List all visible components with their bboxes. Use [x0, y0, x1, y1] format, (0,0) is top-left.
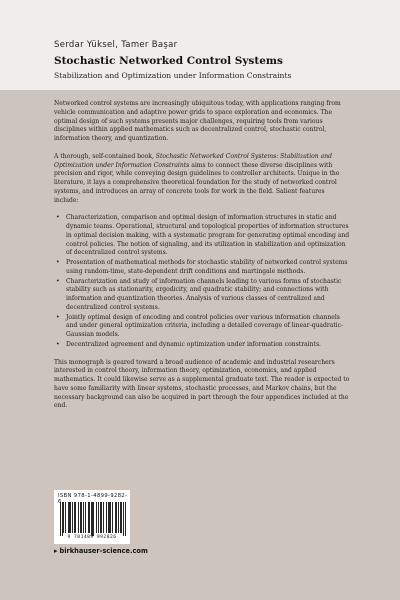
arrow-icon: ▸ — [54, 547, 58, 555]
feature-item: • Jointly optimal design of encoding and control policies over various information channels and under general optimization criteria, including a detailed coverage of linear-quadratic-Gaussian models. — [66, 314, 350, 340]
barcode-bar — [88, 502, 89, 533]
barcode-bar — [108, 502, 109, 533]
barcode-bar — [68, 502, 69, 533]
barcode-bar — [116, 502, 117, 533]
barcode-bar — [74, 502, 75, 533]
barcode-bar — [65, 502, 66, 533]
barcode-bar — [96, 502, 97, 533]
authors: Serdar Yüksel, Tamer Başar — [54, 40, 178, 50]
barcode-bar — [69, 502, 70, 533]
feature-item: • Characterization, comparison and optimal design of information structures in static and dynamic teams. Operational, structural and topological properties of information structures in optimal decision making, with a systematic program for generating optimal encoding and control policies. The notion of signaling, and its utilization in stabilization and optimization of decentralized control systems. — [66, 214, 350, 258]
barcode-bars — [60, 502, 126, 536]
publisher-url[interactable] — [54, 547, 148, 555]
feature-item: • Decentralized agreement and dynamic optimization under information constraints. — [66, 341, 350, 350]
barcode-bar — [118, 502, 119, 533]
summary-book-title: Stochastic Networked Control Systems: Stabilization and Optimization under Information Constraints — [54, 152, 332, 169]
paragraph-intro: Networked control systems are increasingly ubiquitous today, with applications ranging from vehicle communication and adaptive power grids to space exploration and economics. The optimal design of such systems presents major challenges, requiring tools from various disciplines within applied mathematics such as decentralized control, stochastic control, information theory, and quantization. — [54, 100, 341, 142]
barcode-bar — [81, 502, 82, 533]
barcode-bar — [72, 502, 73, 533]
barcode-bar — [121, 502, 122, 533]
isbn-label: ISBN 978-1-4899-9282-6 — [58, 493, 128, 505]
barcode-bar — [91, 502, 92, 536]
feature-item: • Presentation of mathematical methods for stochastic stability of networked control systems using random-time, state-dependent drift conditions and martingale methods. — [66, 259, 350, 277]
paragraph-summary — [54, 153, 350, 206]
barcode-bar — [93, 502, 94, 536]
barcode-bar — [80, 502, 81, 533]
barcode-bar — [98, 502, 99, 533]
book-subtitle: Stabilization and Optimization under Information Constraints — [54, 71, 292, 80]
barcode-bar — [101, 502, 102, 533]
barcode-bar — [106, 502, 107, 533]
book-title: Stochastic Networked Control Systems — [54, 55, 283, 67]
barcode-bar — [62, 502, 63, 536]
barcode-bar — [112, 502, 113, 533]
barcode-bar — [63, 502, 64, 533]
barcode-digits: 9 781489 992826 — [67, 535, 117, 540]
description — [54, 100, 350, 420]
barcode-bar — [103, 502, 104, 533]
barcode-bar — [125, 502, 126, 536]
barcode-bar — [110, 502, 111, 533]
barcode-bar — [120, 502, 121, 533]
summary-rest: aims to connect these diverse disciplines with precision and rigor, while conveying design guidelines to controller architects. Unique in the literature, it lays a comprehensive theoretical foundation for the study of networked control systems, and introduces an array of concrete tools for work in the field. Salient features include: — [54, 161, 340, 204]
barcode-bar — [123, 502, 124, 536]
publisher-url-text: birkhauser-science.com — [59, 547, 148, 555]
barcode-bar — [89, 502, 90, 533]
feature-item: • Characterization and study of information channels leading to various forms of stochastic stability such as stationarity, ergodicity, and quadratic stability; and connections with information and quantization theories. Analysis of various classes of centralized and decentralized control systems. — [66, 278, 350, 313]
features-list — [54, 214, 350, 349]
barcode-bar — [85, 502, 86, 533]
barcode-bar — [70, 502, 71, 533]
summary-intro: A thorough, self-contained book, — [54, 152, 156, 160]
barcode-bar — [109, 502, 110, 533]
barcode-bar — [100, 502, 101, 533]
barcode-bar — [115, 502, 116, 533]
barcode-bar — [83, 502, 84, 533]
barcode-bar — [78, 502, 79, 533]
barcode-bar — [75, 502, 76, 533]
barcode-bar — [60, 502, 61, 536]
barcode-bar — [92, 502, 93, 536]
paragraph-audience: This monograph is geared toward a broad audience of academic and industrial researchers interested in control theory, information theory, optimization, economics, and applied mathematics. It could likewise serve as a supplemental graduate text. The reader is expected to have some familiarity with linear systems, stochastic processes, and Markov chains, but the necessary background can also be acquired in part through the four appendices included at the end. — [54, 358, 350, 410]
barcode-box — [54, 490, 130, 544]
